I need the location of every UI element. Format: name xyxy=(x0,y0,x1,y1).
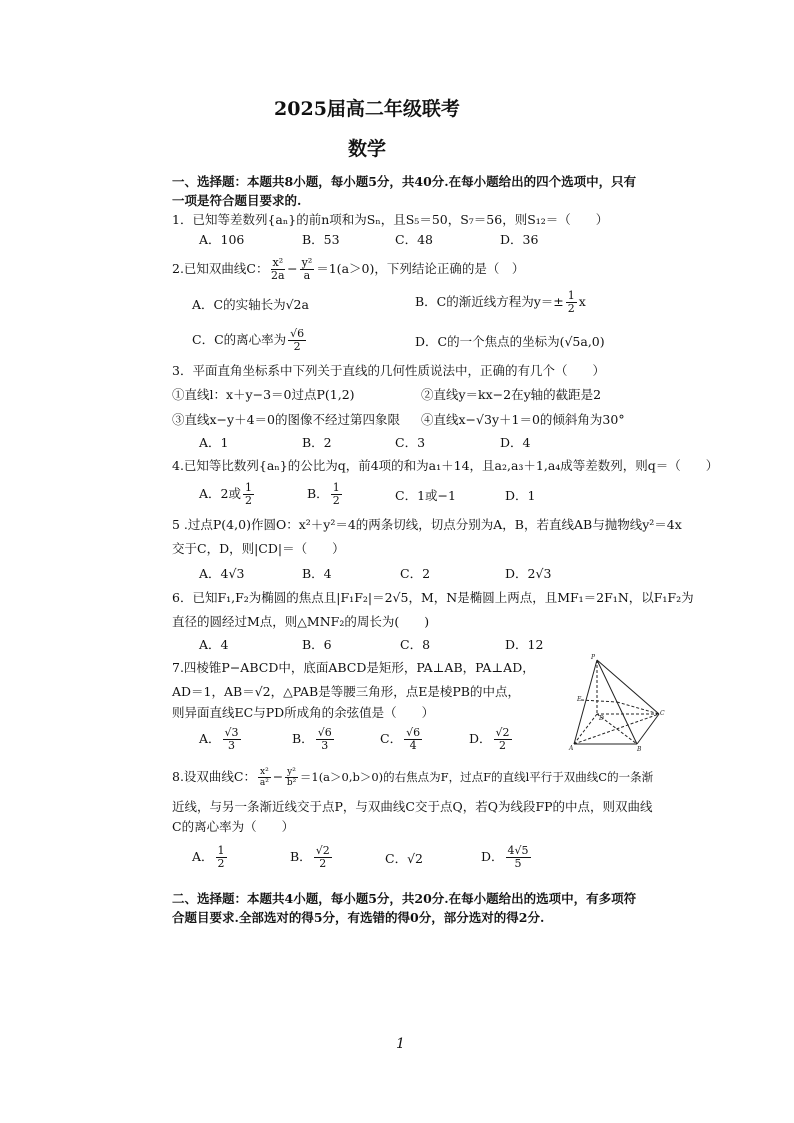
q3-statement-1: ①直线l：x＋y−3＝0过点P(1,2) xyxy=(172,387,355,402)
q8-optb-den: 2 xyxy=(319,857,327,870)
q4-option-d: D．1 xyxy=(505,488,536,503)
q4-optb-pre: B． xyxy=(307,486,329,501)
q7-opta-fraction xyxy=(223,727,241,752)
q8-frac1-num: x² xyxy=(260,767,269,777)
q1-option-a: A．106 xyxy=(199,232,245,247)
q6-stem-line2: 直径的圆经过M点，则△MNF₂的周长为( ) xyxy=(172,614,430,629)
q6-option-b: B．6 xyxy=(302,637,332,652)
q2-optb-post: x xyxy=(578,294,586,309)
q4-opta-pre: A．2或 xyxy=(199,486,241,501)
aux-segment xyxy=(581,700,617,702)
section-1-heading: 一、选择题：本题共8小题，每小题5分，共40分.在每小题给出的四个选项中，只有一项是符合题目要求的. xyxy=(172,174,637,208)
q2-optb-num: 1 xyxy=(567,289,575,302)
q5-option-c: C．2 xyxy=(400,566,431,581)
q3-option-c: C．3 xyxy=(395,435,426,450)
q7-opta-num: √3 xyxy=(224,726,239,739)
q4-optb-den: 2 xyxy=(332,494,340,507)
q3-statement-3: ③直线x−y＋4＝0的图像不经过第四象限 xyxy=(172,412,400,427)
label-a: A xyxy=(569,745,574,752)
q3-option-a: A．1 xyxy=(199,435,229,450)
q7-option-c xyxy=(380,727,424,752)
q2-option-a: A．C的实轴长为√2a xyxy=(192,297,309,312)
q7-optd-pre: D． xyxy=(469,731,492,746)
q7-optb-den: 3 xyxy=(321,739,329,752)
q2-optb-fraction xyxy=(566,290,577,315)
q3-option-d: D．4 xyxy=(500,435,531,450)
q7-option-a xyxy=(199,727,243,752)
edge-pc xyxy=(597,660,659,714)
q5-option-d: D．2√3 xyxy=(505,566,552,581)
q4-option-c: C．1或−1 xyxy=(395,488,456,503)
q8-option-a xyxy=(192,845,229,870)
q2-optb-den: 2 xyxy=(567,302,575,315)
q8-opta-den: 2 xyxy=(217,857,225,870)
q8-opta-pre: A． xyxy=(192,849,214,864)
q8-stem-b: ＝1(a＞0,b＞0)的右焦点为F，过点F的直线l平行于双曲线C的一条渐 xyxy=(299,770,654,784)
page-number: 1 xyxy=(396,1036,405,1052)
q8-frac2-num: y² xyxy=(287,767,296,777)
q6-stem-line1: 6．已知F₁,F₂为椭圆的焦点且|F₁F₂|＝2√5，M，N是椭圆上两点，且MF₁＝2F₁N，以F₁F₂为 xyxy=(172,590,694,605)
q7-optc-pre: C． xyxy=(380,731,403,746)
label-b: B xyxy=(637,746,642,752)
q7-optb-num: √6 xyxy=(317,726,332,739)
q2-frac2-den: a xyxy=(303,269,311,282)
q7-stem-line2: AD＝1，AB＝√2，△PAB是等腰三角形，点E是棱PB的中点， xyxy=(172,684,520,699)
q7-option-b xyxy=(292,727,336,752)
q8-opta-num: 1 xyxy=(217,844,225,857)
q3-option-b: B．2 xyxy=(302,435,332,450)
diagonal-ac xyxy=(574,714,659,744)
q5-stem-line1: 5 .过点P(4,0)作圆O：x²＋y²＝4的两条切线，切点分别为A，B，若直线AB与抛物线y²＝4x xyxy=(172,517,682,532)
q7-option-d xyxy=(469,727,514,752)
q8-optd-pre: D． xyxy=(481,849,504,864)
label-c: C xyxy=(660,710,665,717)
q8-minus: − xyxy=(272,769,284,784)
q7-optc-den: 4 xyxy=(409,739,417,752)
q1-option-d: D．36 xyxy=(500,232,539,247)
q2-option-b xyxy=(415,290,586,315)
q7-optd-den: 2 xyxy=(499,739,507,752)
q3-statement-2: ②直线y＝kx−2在y轴的截距是2 xyxy=(421,387,602,402)
q4-optb-num: 1 xyxy=(332,481,340,494)
q7-optb-fraction xyxy=(316,727,334,752)
q4-opta-num: 1 xyxy=(244,481,252,494)
label-d: D xyxy=(599,715,604,722)
q7-optd-fraction xyxy=(494,727,512,752)
q5-option-a: A．4√3 xyxy=(199,566,245,581)
q8-stem-line1 xyxy=(172,767,653,788)
q8-option-d xyxy=(481,845,533,870)
q7-opta-pre: A． xyxy=(199,731,221,746)
q8-fraction-x xyxy=(258,767,271,788)
q8-stem-a: 8.设双曲线C： xyxy=(172,769,256,784)
q8-frac1-den: a² xyxy=(259,778,269,788)
q7-optd-num: √2 xyxy=(495,726,510,739)
q2-stem xyxy=(172,257,524,282)
q4-optb-fraction xyxy=(331,482,342,507)
q5-option-b: B．4 xyxy=(302,566,332,581)
q6-option-d: D．12 xyxy=(505,637,544,652)
q7-optc-fraction xyxy=(404,727,422,752)
section-2-heading: 二、选择题：本题共4小题，每小题5分，共20分.在每小题给出的选项中，有多项符合题目要求.全部选对的得5分，有选错的得0分，部分选对的得2分. xyxy=(172,891,637,925)
q2-optc-num: √6 xyxy=(290,327,305,340)
q3-stem: 3．平面直角坐标系中下列关于直线的几何性质说法中，正确的有几个（ ） xyxy=(172,363,605,378)
q7-optc-num: √6 xyxy=(406,726,421,739)
q8-optb-num: √2 xyxy=(315,844,330,857)
q2-minus: − xyxy=(287,261,298,276)
q7-stem-line3: 则异面直线EC与PD所成角的余弦值是（ ） xyxy=(172,705,435,720)
q2-frac1-num: x² xyxy=(272,256,284,269)
label-e: E xyxy=(577,696,582,703)
q4-opta-fraction xyxy=(243,482,254,507)
q1-option-c: C．48 xyxy=(395,232,433,247)
q4-stem: 4.已知等比数列{aₙ}的公比为q，前4项的和为a₁＋14，且a₂,a₃＋1,a₄成等差数列，则q＝（ ） xyxy=(172,458,719,473)
q1-stem: 1．已知等差数列{aₙ}的前n项和为Sₙ，且S₅＝50，S₇＝56，则S₁₂＝（ ） xyxy=(172,212,609,227)
edge-bc xyxy=(637,714,659,744)
q2-fraction-y xyxy=(300,257,315,282)
q8-optb-pre: B． xyxy=(290,849,312,864)
q7-stem-line1: 7.四棱锥P−ABCD中，底面ABCD是矩形，PA⊥AB，PA⊥AD， xyxy=(172,660,535,675)
q8-option-c: C．√2 xyxy=(385,851,423,866)
q8-stem-line3: C的离心率为（ ） xyxy=(172,819,295,834)
q2-optc-pre: C．C的离心率为 xyxy=(192,332,287,347)
q2-frac1-den: 2a xyxy=(271,269,285,282)
q2-fraction-x xyxy=(271,257,286,282)
q2-optc-den: 2 xyxy=(293,340,301,353)
q4-option-a xyxy=(199,482,256,507)
q8-optb-fraction xyxy=(314,845,332,870)
pyramid-figure xyxy=(567,652,667,752)
q8-stem-line2: 近线，与另一条渐近线交于点P，与双曲线C交于点Q，若Q为线段FP的中点，则双曲线 xyxy=(172,799,653,814)
q2-frac2-num: y² xyxy=(301,256,313,269)
q6-option-a: A．4 xyxy=(199,637,229,652)
q2-stem-b: ＝1(a＞0)，下列结论正确的是（ ） xyxy=(316,261,525,276)
q7-optb-pre: B． xyxy=(292,731,314,746)
q3-statement-4: ④直线x−√3y＋1＝0的倾斜角为30° xyxy=(421,412,625,427)
label-p: P xyxy=(591,654,596,661)
q2-optb-pre: B．C的渐近线方程为y＝± xyxy=(415,294,564,309)
exam-subject: 数学 xyxy=(347,138,386,160)
q8-fraction-y xyxy=(285,767,298,788)
q2-option-c xyxy=(192,328,308,353)
q2-optc-fraction xyxy=(288,328,306,353)
q8-opta-fraction xyxy=(216,845,227,870)
q2-option-d: D．C的一个焦点的坐标为(√5a,0) xyxy=(415,334,605,349)
q8-optd-num: 4√5 xyxy=(507,844,529,857)
q8-frac2-den: b² xyxy=(286,778,297,788)
q8-optd-den: 5 xyxy=(514,857,522,870)
q8-optd-fraction xyxy=(506,845,531,870)
q4-option-b xyxy=(307,482,344,507)
q7-opta-den: 3 xyxy=(228,739,236,752)
q4-opta-den: 2 xyxy=(244,494,252,507)
exam-title: 2025届高二年级联考 xyxy=(274,98,460,120)
q1-option-b: B．53 xyxy=(302,232,340,247)
q6-option-c: C．8 xyxy=(400,637,431,652)
q5-stem-line2: 交于C，D，则|CD|＝（ ） xyxy=(172,541,345,556)
q2-stem-a: 2.已知双曲线C： xyxy=(172,261,269,276)
q8-option-b xyxy=(290,845,334,870)
